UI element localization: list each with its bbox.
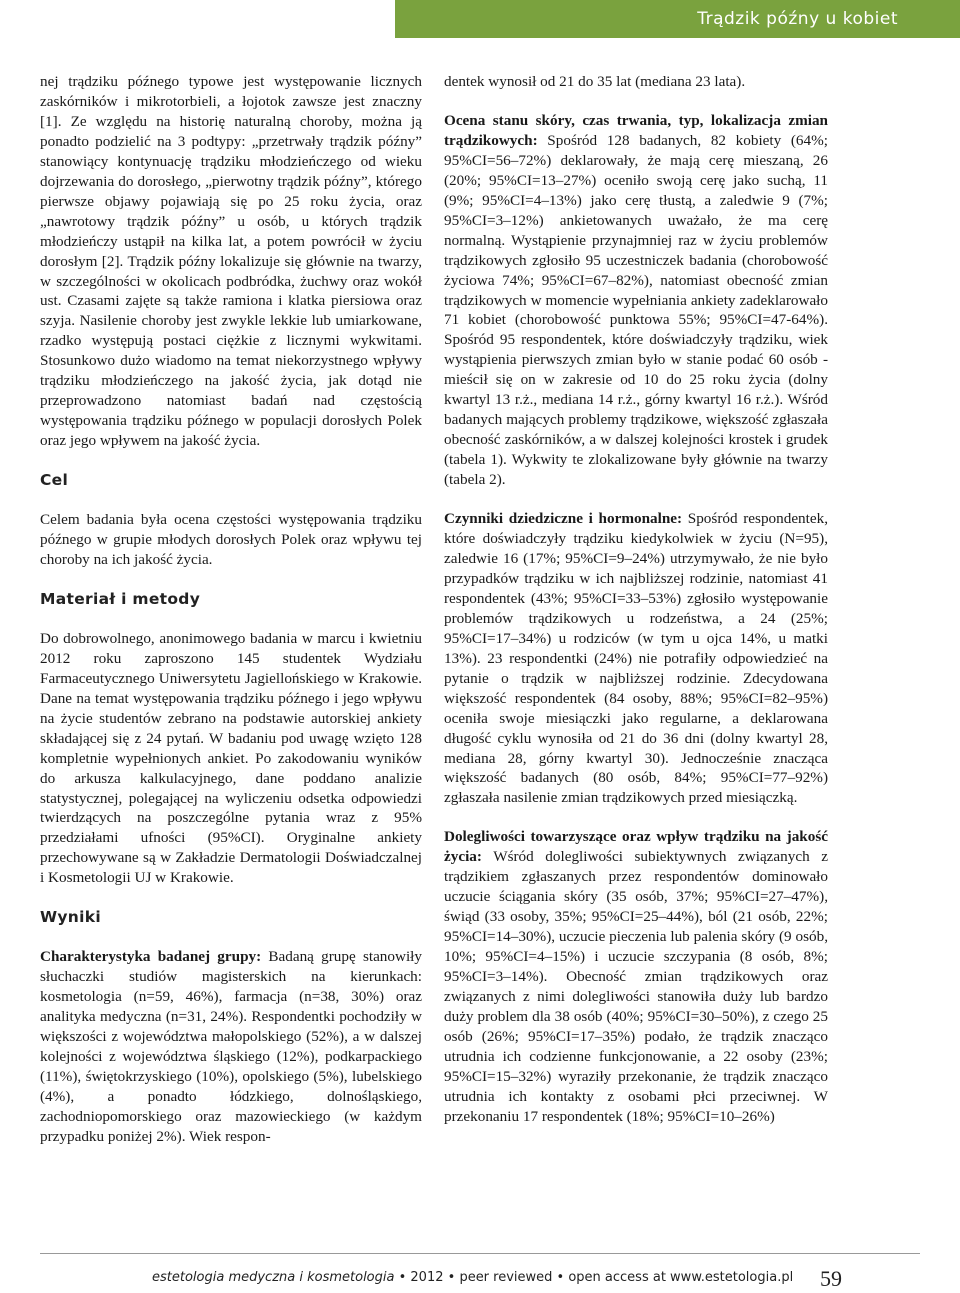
running-head xyxy=(0,0,960,38)
cel-paragraph: Celem badania była ocena częstości występowania trądziku późnego w grupie młodych dorosłych Polek oraz wpływu tej choroby na ich jakość życia. xyxy=(40,511,422,568)
dziedziczne-lead: Czynniki dziedziczne i hormonalne: xyxy=(444,510,683,528)
dolegliwosci-text: Wśród dolegliwości subiektywnych związanych z trądzikiem zgłaszanych przez respondentów dominowało uczucie ściągania skóry (35 osób, 37%; 95%CI=27–47%), świąd (33 osoby, 35%; 95%CI=25–44%), ból (21 osób, 22%; 95%CI=14–30%), uczucie pieczenia lub palenia skóry (9 osób, 10%; 95%CI=4–15%) i uczucie szczypania (8 osób, 8%; 95%CI=3–14%). Obecność zmian trądzikowych oraz związanych z nimi dolegliwości stanowiła duży lub bardzo duży problem dla 38 osób (40%; 95%CI=30–50%), z czego 25 osób (26%; 95%CI=17–35%) podało, że trądzik znacząco utrudnia ich codzienne funkcjonowanie, a 22 osoby (23%; 95%CI=15–32%) wyraziły przekonanie, że trądzik znacząco utrudnia ich kontakty z osobami płci przeciwnej. W przekonaniu 17 respondentek (18%; 95%CI=10–26%) xyxy=(444,848,828,1125)
footer-year: 2012 xyxy=(410,1270,444,1285)
footer-separator: • xyxy=(443,1270,460,1285)
skora-text: Spośród 128 badanych, 82 kobiety (64%; 95%CI=56–72%) deklarowały, że mają cerę mieszaną, 26 (20%; 95%CI=13–27%) oceniło swoją cerę jako suchą, 11 (9%; 95%CI=4–13%) jako cerę tłustą, a zaledwie 9 (7%; 95%CI=3–12%) ankietowanych uważało, że ma cerę normalną. Wystąpienie przynajmniej raz w życiu problemów trądzikowych zgłosiło 95 uczestniczek badania (chorobowość życiowa 74%; 95%CI=67–82%), natomiast obecność zmian trądzikowych w momencie wypełniania ankiety zadeklarowało 71 kobiet (chorobowość punktowa 55%; 95%CI=47-64%). Spośród 95 respondentek, które doświadczyły trądziku, wiek wystąpienia pierwszych zmian było w stanie podać 60 osób - mieścił się on w zakresie od 10 do 25 roku życia (dolny kwartyl 13 r.ż., mediana 14 r.ż., górny kwartyl 16 r.ż.). Wśród badanych mających problemy trądzikowe, większość zgłaszała obecność zaskórników, a w dalszej kolejności krostek i grudek (tabela 1). Wykwity te zlokalizowane były głównie na twarzy (tabela 2). xyxy=(444,131,828,489)
paragraph-gap xyxy=(444,808,828,827)
running-title: Trądzik późny u kobiet xyxy=(697,9,898,29)
footer-separator: • xyxy=(552,1270,569,1285)
section-heading-cel: Cel xyxy=(40,471,69,490)
section-heading-metody: Materiał i metody xyxy=(40,589,201,608)
intro-paragraph: nej trądziku późnego typowe jest występowanie licznych zaskórników i mikrotorbieli, a łojotok zawsze jest znaczny [1]. Ze względu na historię naturalną choroby, można ją ponadto podzielić na 3 podtypy: „przetrwały trądzik późny” stanowiący kontynuację trądziku młodzieńczego od wieku dojrzewania do dorosłego, „pierwotny trądzik późny”, którego pierwsze objawy pojawiają się po 25 roku życia, oraz „nawrotowy trądzik późny” u osób, u których trądzik młodzieńczy ustąpił na kilka lat, a potem powrócił w życiu dorosłym [2]. Trądzik późny lokalizuje się głównie na twarzy, w szczególności w okolicach podbródka, żuchwy oraz wokół ust. Czasami zajęte są także ramiona i klatka piersiowa oraz szyja. Nasilenie choroby jest zwykle lekkie lub umiarkowane, rzadko występują postaci ciężkie z licznymi wykwitami. Stosunkowo dużo wiadomo na temat niekorzystnego wpływy trądziku młodzieńczego na jakość życia, jak dotąd nie przeprowadzono natomiast badań nad częstością występowania trądziku późnego w populacji dorosłych Polek oraz jego wpływem na jakość życia. xyxy=(40,73,422,450)
grupa-paragraph xyxy=(40,947,422,1147)
dolegliwosci-paragraph xyxy=(444,827,828,1126)
footer-open-access: open access at www.estetologia.pl xyxy=(568,1270,794,1285)
left-column xyxy=(40,72,422,1147)
footer-rule xyxy=(40,1253,920,1254)
footer-peer-reviewed: peer reviewed xyxy=(459,1270,553,1285)
footer-separator: • xyxy=(394,1270,411,1285)
skora-paragraph xyxy=(444,111,828,490)
section-heading-wyniki: Wyniki xyxy=(40,908,101,927)
paragraph-gap xyxy=(444,490,828,509)
continuation-paragraph: dentek wynosił od 21 do 35 lat (mediana 23 lata). xyxy=(444,73,746,90)
paragraph-gap xyxy=(444,92,828,111)
footer-journal: estetologia medyczna i kosmetologia xyxy=(152,1270,395,1285)
metody-paragraph: Do dobrowolnego, anonimowego badania w marcu i kwietniu 2012 roku zaproszono 145 studentek Wydziału Farmaceutycznego Uniwersytetu Jagiellońskiego w Krakowie. Dane na temat występowania trądziku późnego i jego wpływu na życie studentów zebrano na podstawie autorskiej ankiety składającej się z 24 pytań. W badaniu pod uwagę wzięto 128 kompletnie wypełnionych ankiet. Po zakodowaniu wyników do arkusza kalkulacyjnego, dane poddano analizie statystycznej, polegającej na wyliczeniu odsetka odpowiedzi twierdzących na poszczególne pytania wraz z 95% przedziałami ufności (95%CI). Oryginalne ankiety przechowywane są w Zakładzie Dermatologii Doświadczalnej i Kosmetologii UJ w Krakowie. xyxy=(40,629,422,887)
right-column xyxy=(444,72,828,1127)
footer xyxy=(152,1270,793,1285)
grupa-lead: Charakterystyka badanej grupy: xyxy=(40,948,262,966)
grupa-text: Badaną grupę stanowiły słuchaczki studiów magisterskich na kierunkach: kosmetologia (n=59, 46%), farmacja (n=38, 30%) oraz analityka medyczna (n=31, 24%). Respondentki pochodziły w większości z województwa małopolskiego (52%), a w dalszej kolejności z województwa śląskiego (12%), podkarpackiego (11%), świętokrzyskiego (10%), opolskiego (5%), lubelskiego (4%), a ponadto łódzkiego, dolnośląskiego, zachodniopomorskiego oraz mazowieckiego (w każdym przypadku poniżej 2%). Wiek respon- xyxy=(40,948,422,1145)
skora-lead: Ocena stanu skóry, czas trwania, typ, lokalizacja zmian trądzikowych: xyxy=(444,111,828,149)
dziedziczne-paragraph xyxy=(444,509,828,808)
page-number: 59 xyxy=(820,1266,842,1291)
dziedziczne-text: Spośród respondentek, które doświadczyły trądziku kiedykolwiek w życiu (N=95), zaledwie 16 (17%; 95%CI=9–24%) utrzymywało, że nie było przypadków trądziku w ich najbliższej rodzinie, natomiast 41 respondentek (43%; 95%CI=33–53%) zgłosiło występowanie problemów trądzikowych u rodzeństwa, a 24 (25%; 95%CI=17–34%) u rodziców (w tym u ojca 14%, u matki 13%). 23 respondentki (24%) nie potrafiły odpowiedzieć na pytanie o trądzik w najbliższej rodzinie. Zdecydowana większość respondentek (84 osoby, 88%; 95%CI=82–95%) oceniła swoje miesiączki jako regularne, a deklarowana długość cyklu wynosiła od 21 do 36 dni (dolny kwartyl 28, mediana 28, górny kwartyl 30). Jednocześnie znacząca większość badanych (80 osób, 84%; 95%CI=77–92%) zgłaszała nasilenie zmian trądzikowych przed miesiączką. xyxy=(444,510,829,807)
dolegliwosci-lead: Dolegliwości towarzyszące oraz wpływ trądziku na jakość życia: xyxy=(444,828,828,866)
